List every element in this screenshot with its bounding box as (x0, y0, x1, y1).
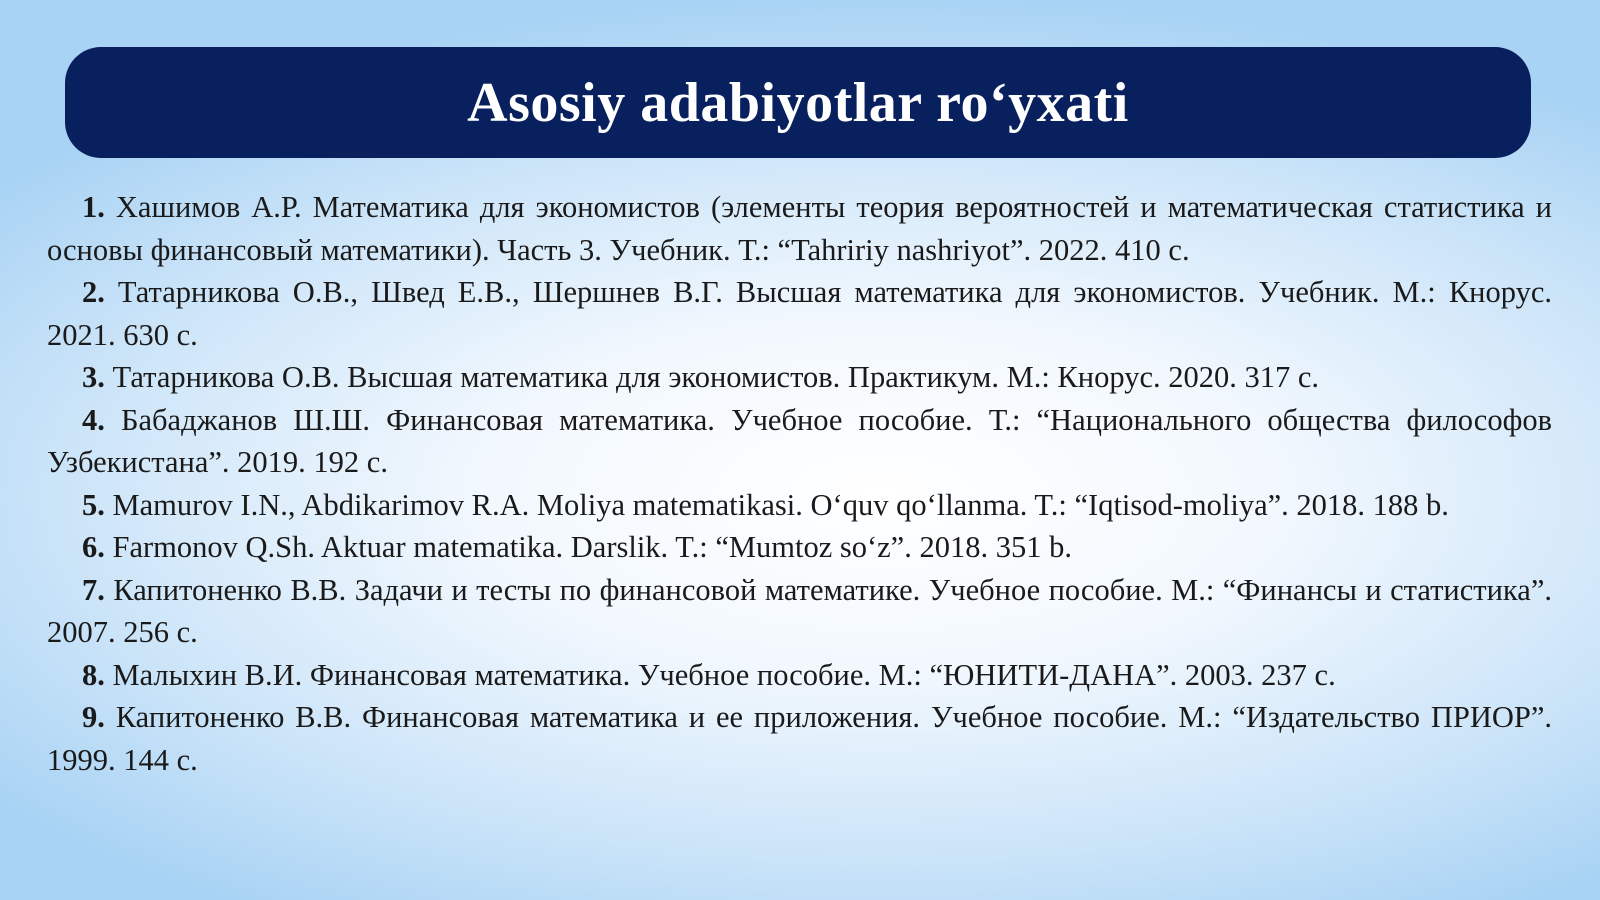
reference-text: Mamurov I.N., Abdikarimov R.A. Moliya matematikasi. O‘quv qo‘llanma. T.: “Iqtisod-moliya”. 2018. 188 b. (104, 487, 1449, 522)
reference-text: Бабаджанов Ш.Ш. Финансовая математика. Учебное пособие. Т.: “Национального общества философов Узбекистана”. 2019. 192 с. (47, 402, 1552, 479)
reference-text: Farmonov Q.Sh. Aktuar matematika. Darslik. T.: “Mumtoz so‘z”. 2018. 351 b. (104, 530, 1072, 564)
reference-item (47, 526, 1552, 569)
reference-number: 6. (82, 530, 105, 564)
reference-item (47, 696, 1552, 781)
reference-item (47, 569, 1552, 654)
reference-number: 9. (82, 700, 105, 734)
title-banner (65, 47, 1531, 158)
reference-item (47, 399, 1552, 484)
reference-text: Татарникова О.В. Высшая математика для экономистов. Практикум. М.: Кнорус. 2020. 317 с. (104, 360, 1320, 394)
reference-item (47, 654, 1552, 697)
reference-item (47, 356, 1552, 399)
reference-number: 5. (82, 487, 105, 522)
reference-text: Малыхин В.И. Финансовая математика. Учебное пособие. М.: “ЮНИТИ-ДАНА”. 2003. 237 с. (104, 657, 1336, 692)
reference-text: Капитоненко В.В. Задачи и тесты по финансовой математике. Учебное пособие. М.: “Финансы и статистика”. 2007. 256 с. (47, 572, 1552, 649)
reference-list (47, 186, 1552, 781)
reference-number: 2. (82, 275, 105, 309)
reference-number: 3. (82, 360, 105, 394)
reference-number: 8. (82, 657, 105, 692)
reference-item (47, 484, 1552, 527)
reference-item (47, 271, 1552, 356)
page-title: Asosiy adabiyotlar ro‘yxati (467, 71, 1129, 134)
reference-text: Татарникова О.В., Швед Е.В., Шершнев В.Г. Высшая математика для экономистов. Учебник. М.: Кнорус. 2021. 630 с. (47, 275, 1552, 352)
reference-item (47, 186, 1552, 271)
reference-text: Капитоненко В.В. Финансовая математика и ее приложения. Учебное пособие. М.: “Издательство ПРИОР”. 1999. 144 с. (47, 700, 1552, 777)
reference-number: 7. (82, 572, 105, 607)
reference-text: Хашимов А.Р. Математика для экономистов (элементы теория вероятностей и математическая статистика и основы финансовый математики). Часть 3. Учебник. Т.: “Tahririy nashriyot”. 2022. 410 с. (47, 190, 1552, 267)
reference-number: 1. (82, 190, 105, 224)
reference-number: 4. (82, 402, 105, 437)
